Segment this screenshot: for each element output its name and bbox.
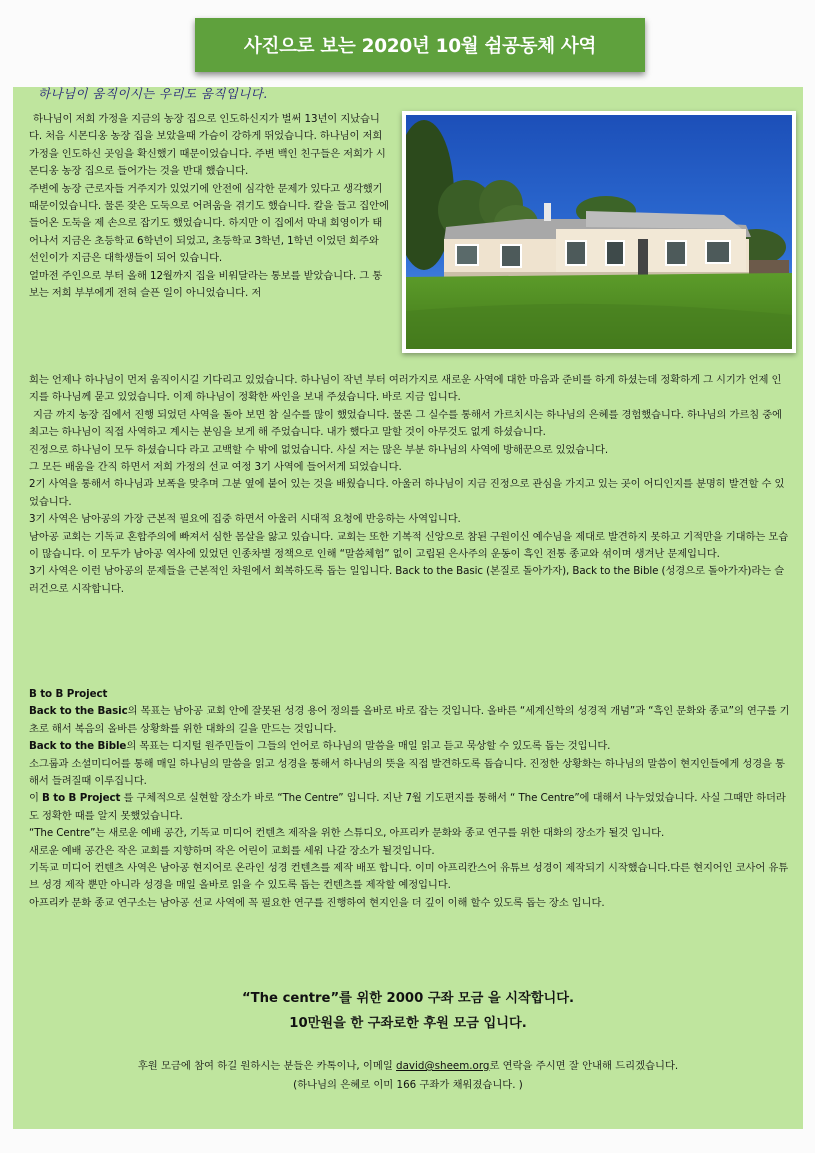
paragraph: 지금 까지 농장 집에서 진행 되었던 사역을 돌아 보면 참 실수를 많이 했었습니다. 물론 그 실수를 통해서 가르치시는 하나님의 은혜를 경험했습니다. 하나님의 가르침 중에 최고는 하나님이 직접 사역하고 계시는 분임을 보게 해 주었습니다. 내가 했다고 말할 것이 아무것도 없게 하셨습니다. xyxy=(29,408,782,439)
handwritten-note: 하나님이 움직이시는 우리도 움직입니다. xyxy=(38,86,268,101)
progress-note: (하나님의 은혜로 이미 166 구좌가 채워졌습니다. ) xyxy=(293,1079,523,1091)
main-column xyxy=(29,372,791,598)
bold-label: Back to the Basic xyxy=(29,705,128,718)
intro-column xyxy=(29,111,391,302)
paragraph: 얼마전 주인으로 부터 올해 12월까지 집을 비워달라는 통보를 받았습니다. 그 통보는 저희 부부에게 전혀 슬픈 일이 아니었습니다. 저 xyxy=(29,269,383,300)
paragraph: 진정으로 하나님이 모두 하셨습니다 라고 고백할 수 밖에 없었습니다. 사실 저는 많은 부분 하나님의 사역에 방해꾼으로 있었습니다. xyxy=(29,443,608,456)
email-link[interactable]: david@sheem.org xyxy=(396,1060,490,1072)
fundraising-headline: “The centre”를 위한 2000 구좌 모금 을 시작합니다. xyxy=(241,991,575,1006)
paragraph: 새로운 예배 공간은 작은 교회를 지향하며 작은 어린이 교회를 세워 나갈 장소가 될것입니다. xyxy=(29,844,435,857)
paragraph: 희는 언제나 하나님이 먼저 움직이시길 기다리고 있었습니다. 하나님이 작년 부터 여러가지로 새로운 사역에 대한 마음과 준비를 하게 하셨는데 정확하게 그 시기가 언제 인지를 하나님께 묻고 있었습니다. 이제 하나님이 정확한 싸인을 보내 주셨습니다. 바로 지금 입니다. xyxy=(29,374,782,404)
section-heading: B to B Project xyxy=(29,688,108,700)
paragraph: 주변에 농장 근로자들 거주지가 있었기에 안전에 심각한 문제가 있다고 생각했기 때문이었습니다. 물론 잦은 도둑으로 어려움을 겪기도 했습니다. 칼을 들고 집안에 들어온 도둑을 제 손으로 잡기도 했었습니다. 하지만 이 집에서 막내 희영이가 태어나서 지금은 초등학교 6학년이 되었고, 초등학교 3학년, 1학년 이었던 희주와 선인이가 지금은 대학생들이 되어 있습니다. xyxy=(29,182,389,265)
contact-text: 후원 모금에 참여 하길 원하시는 분들은 카톡이나, 이메일 xyxy=(137,1060,397,1072)
paragraph-text: 의 목표는 남아공 교회 안에 잘못된 성경 용어 정의를 올바로 바로 잡는 것입니다. 올바른 “세계신학의 성경적 개념”과 “흑인 문화와 종교”의 연구를 기초로 해서 복음의 올바른 상황화를 위한 대화의 길을 만드는 것입니다. xyxy=(29,705,790,735)
paragraph: 3기 사역은 이런 남아공의 문제들을 근본적인 차원에서 회복하도록 돕는 일입니다. Back to the Basic (본질로 돌아가자), Back to the Bible (성경으로 돌아가자)라는 슬러건으로 시작합니다. xyxy=(29,565,785,595)
paragraph-text: 이 xyxy=(29,792,43,805)
paragraph xyxy=(29,738,791,755)
paragraph-text: 를 구체적으로 실현할 장소가 바로 “The Centre” 입니다. 지난 7월 기도편지를 통해서 “ The Centre”에 대해서 나누었었습니다. 사실 그때만 하더라도 정확한 때를 알지 못했었습니다. xyxy=(29,792,786,822)
title-banner xyxy=(195,18,645,72)
bold-label: B to B Project xyxy=(42,792,121,805)
paragraph xyxy=(29,790,791,825)
paragraph xyxy=(29,703,791,738)
paragraph: 2기 사역을 통해서 하나님과 보폭을 맞추며 그분 옆에 붙어 있는 것을 배웠습니다. 아울러 하나님이 지금 진정으로 관심을 가지고 있는 곳이 어디인지를 분명히 발견할 수 있었습니다. xyxy=(29,478,785,508)
paragraph: 소그룹과 소셜미디어를 통해 매일 하나님의 말씀을 읽고 성경을 통해서 하나님의 뜻을 직접 발견하도록 돕습니다. 진정한 상황화는 하나님의 말씀이 현지인들에게 성경을 통해서 들려질때 이루집니다. xyxy=(29,757,785,788)
contact-line xyxy=(13,1057,803,1072)
bold-label: Back to the Bible xyxy=(29,740,127,753)
fundraising-subline: 10만원을 한 구좌로한 후원 모금 입니다. xyxy=(289,1016,527,1031)
paragraph: 기독교 미디어 컨텐츠 사역은 남아공 현지어로 온라인 성경 컨텐츠를 제작 배포 합니다. 이미 아프리칸스어 유튜브 성경이 제작되기 시작했습니다.다른 현지어인 코사어 유튜브 성경 제작 뿐만 아니라 성경을 매일 올바로 읽을 수 있도록 돕는 컨텐츠를 제작할 예정입니다. xyxy=(29,862,789,892)
paragraph-text: 의 목표는 디지털 원주민들이 그들의 언어로 하나님의 말씀을 매일 읽고 듣고 묵상할 수 있도록 돕는 것입니다. xyxy=(126,740,611,753)
paragraph: 남아공 교회는 기독교 혼합주의에 빠져서 심한 몸살을 앓고 있습니다. 교회는 또한 기복적 신앙으로 참된 구원이신 예수님을 제대로 발견하지 못하고 기적만을 기대하는 모습이 많습니다. 이 모두가 남아공 역사에 있었던 인종차별 정책으로 인해 “말씀체험” 없이 고립된 은사주의 운동이 흑인 전통 종교와 섞이며 생겨난 문제입니다. xyxy=(29,530,789,561)
paragraph: 3기 사역은 남아공의 가장 근본적 필요에 집중 하면서 아울러 시대적 요청에 반응하는 사역입니다. xyxy=(29,513,461,526)
paragraph: 그 모든 배움을 간직 하면서 저희 가정의 선교 여정 3기 사역에 들어서게 되었습니다. xyxy=(29,461,402,474)
paragraph: 하나님이 저희 가정을 지금의 농장 집으로 인도하신지가 벌써 13년이 지났습니다. 처음 시몬디옹 농장 집을 보았을때 가슴이 강하게 뛰었습니다. 하나님이 저희 가정을 인도하신 곳임을 확신했기 때문이었습니다. 주변 백인 친구들은 저희가 시몬디옹 농장 집으로 들어가는 것을 반대 했습니다. xyxy=(29,113,386,178)
farmhouse-photo-icon xyxy=(406,115,792,349)
farmhouse-photo xyxy=(402,111,796,353)
bb-project-section xyxy=(29,686,791,912)
page-title: 사진으로 보는 2020년 10월 쉼공동체 사역 xyxy=(243,36,597,57)
contact-text: 로 연락을 주시면 잘 안내해 드리겠습니다. xyxy=(489,1060,679,1072)
paragraph: 아프리카 문화 종교 연구소는 남아공 선교 사역에 꼭 필요한 연구를 진행하여 현지인을 더 깊이 이해 할수 있도록 돕는 장소 입니다. xyxy=(29,896,605,909)
paragraph: “The Centre”는 새로운 예배 공간, 기독교 미디어 컨텐츠 제작을 위한 스튜디오, 아프리카 문화와 종교 연구를 위한 대화의 장소가 될것 입니다. xyxy=(29,827,665,840)
